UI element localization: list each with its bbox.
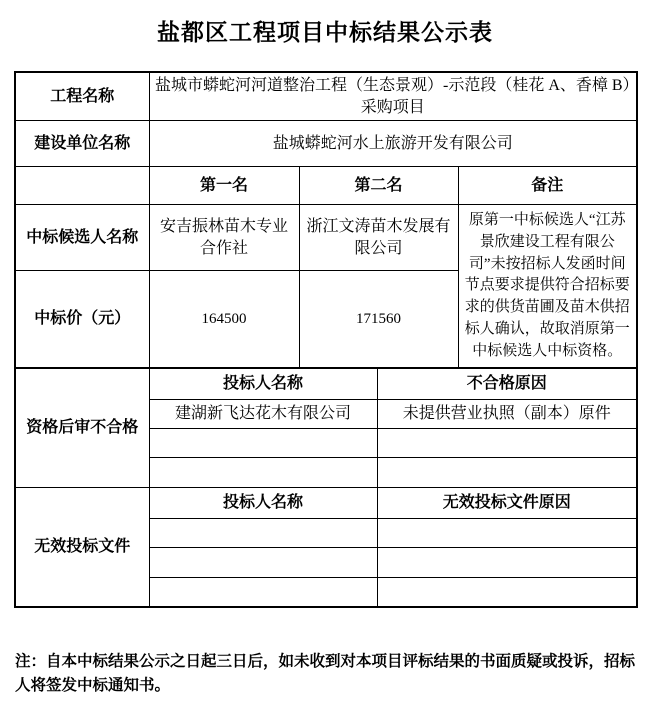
- invalid-bids-reason-header: 无效投标文件原因: [377, 488, 637, 519]
- table-row: [15, 121, 637, 167]
- post-qualification-reason-cell: [377, 458, 637, 488]
- table-row: [15, 205, 637, 271]
- post-qualification-bidder-cell: 建湖新飞达花木有限公司: [149, 400, 377, 429]
- candidate-first-value: 安吉振林苗木专业合作社: [149, 205, 299, 271]
- rank-first-header: 第一名: [149, 167, 299, 205]
- post-qualification-reason-header: 不合格原因: [377, 369, 637, 400]
- table-row: [15, 488, 637, 519]
- page-title: 盐都区工程项目中标结果公示表: [157, 19, 493, 45]
- post-qualification-reason-cell: [377, 429, 637, 458]
- rank-second-header: 第二名: [299, 167, 458, 205]
- post-qualification-reason-cell: 未提供营业执照（副本）原件: [377, 400, 637, 429]
- invalid-bids-reason-cell: [377, 548, 637, 578]
- remark-text: 原第一中标候选人“江苏景欣建设工程有限公司”未按招标人发函时间节点要求提供符合招标要求的供货苗圃及苗木供招标人确认，故取消原第一中标候选人中标资格。: [458, 205, 637, 368]
- invalid-bids-bidder-header: 投标人名称: [149, 488, 377, 519]
- sections-table: [14, 368, 638, 608]
- table-row: [15, 369, 637, 400]
- footer-note: 注：自本中标结果公示之日起三日后，如未收到对本项目评标结果的书面质疑或投诉，招标人将签发中标通知书。: [15, 653, 636, 695]
- price-second-value: 171560: [299, 271, 458, 368]
- owner-name-label: 建设单位名称: [15, 121, 149, 167]
- project-name-label: 工程名称: [15, 72, 149, 121]
- price-label: 中标价（元）: [15, 271, 149, 368]
- invalid-bids-reason-cell: [377, 519, 637, 548]
- price-first-value: 164500: [149, 271, 299, 368]
- invalid-bids-reason-cell: [377, 578, 637, 607]
- candidates-label: 中标候选人名称: [15, 205, 149, 271]
- remark-header: 备注: [458, 167, 637, 205]
- bid-result-table: [14, 71, 636, 608]
- post-qualification-bidder-cell: [149, 458, 377, 488]
- post-qualification-label: 资格后审不合格: [15, 369, 149, 488]
- post-qualification-bidder-header: 投标人名称: [149, 369, 377, 400]
- table-row: [15, 72, 637, 121]
- owner-name-value: 盐城蟒蛇河水上旅游开发有限公司: [149, 121, 637, 167]
- invalid-bids-bidder-cell: [149, 548, 377, 578]
- project-name-value: 盐城市蟒蛇河河道整治工程（生态景观）-示范段（桂花 A、香樟 B）采购项目: [149, 72, 637, 121]
- main-info-table: [14, 71, 638, 368]
- post-qualification-bidder-cell: [149, 429, 377, 458]
- invalid-bids-label: 无效投标文件: [15, 488, 149, 607]
- candidate-second-value: 浙江文涛苗木发展有限公司: [299, 205, 458, 271]
- invalid-bids-bidder-cell: [149, 578, 377, 607]
- rank-header-spacer: [15, 167, 149, 205]
- invalid-bids-bidder-cell: [149, 519, 377, 548]
- table-row: [15, 167, 637, 205]
